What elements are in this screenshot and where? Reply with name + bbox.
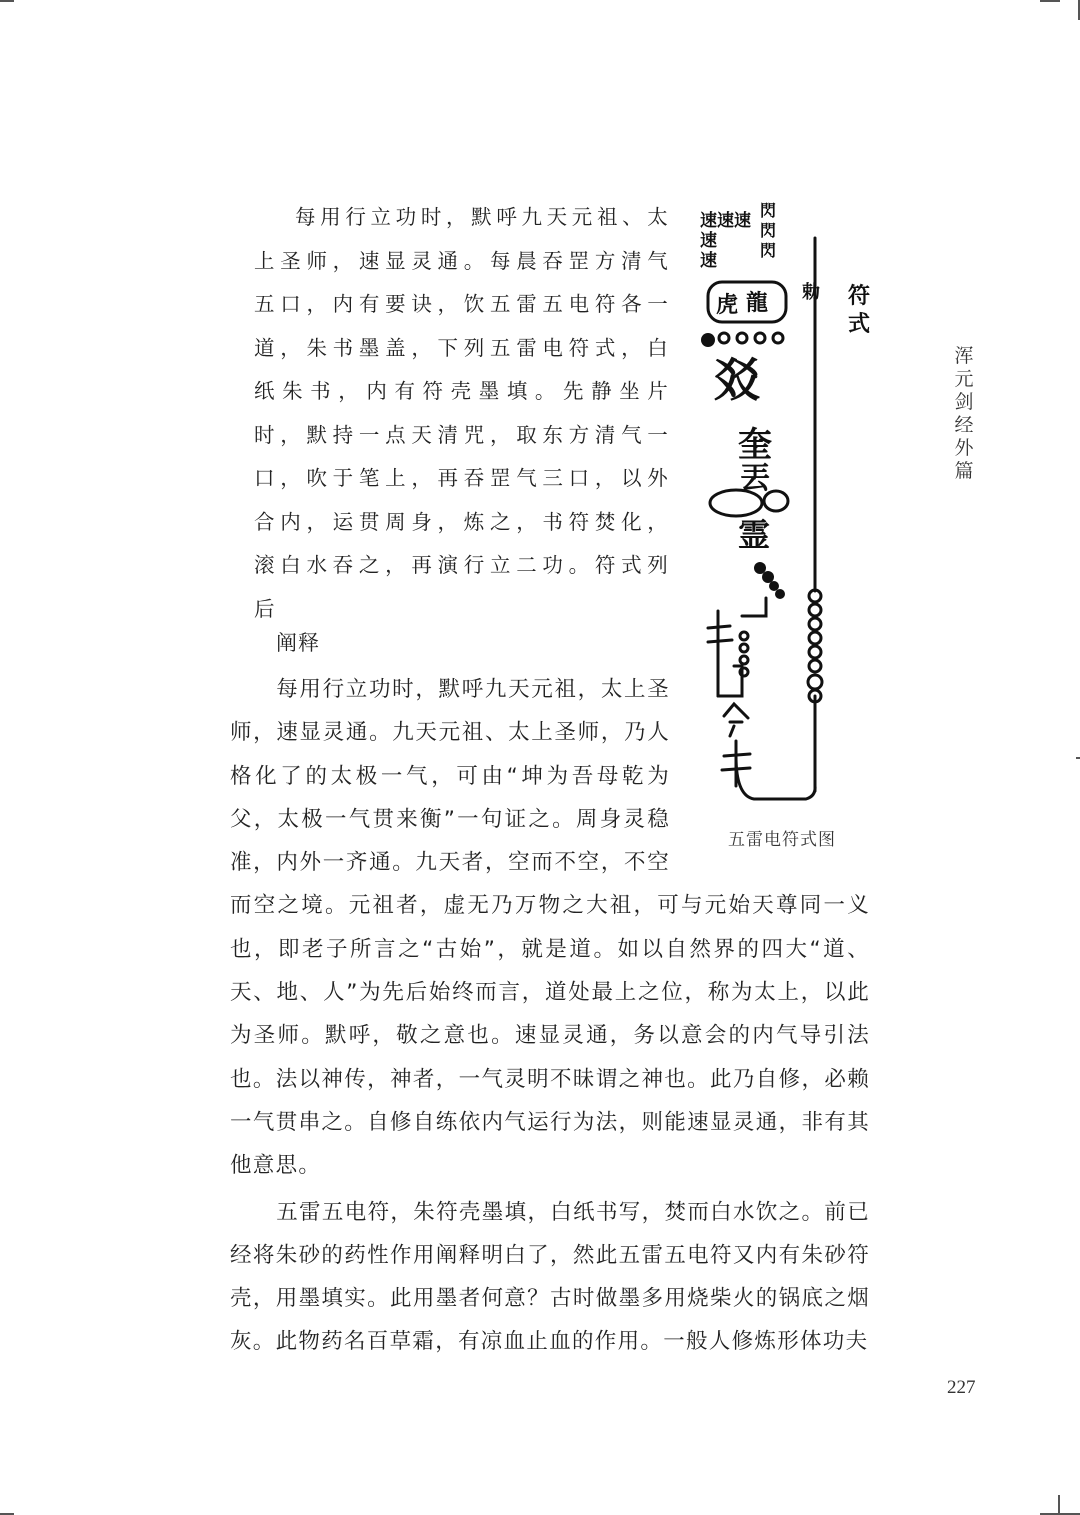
figure-float-space bbox=[670, 668, 870, 883]
running-title-char: 剑 bbox=[954, 391, 974, 413]
figure-side-label-char: 符 bbox=[847, 283, 870, 309]
commentary-body bbox=[230, 668, 870, 1364]
crop-mark-top-left bbox=[0, 0, 14, 2]
svg-text:虎: 虎 bbox=[716, 292, 739, 318]
figure-side-label-char: 式 bbox=[847, 311, 870, 337]
svg-text:速速速: 速速速 bbox=[700, 211, 751, 231]
commentary-paragraph: 每用行立功时，默呼九天元祖，太上圣师，速显灵通。九天元祖、太上圣师，乃人格化了的太极一气，可由“坤为吾母乾为父，太极一气贯来衡”一句证之。周身灵稳准，内外一齐通。九天者，空而不空，不空而空之境。元祖者，虚无乃万物之大祖，可与元始天尊同一义也，即老子所言之“古始”，就是道。如以自然界的四大“道、天、地、人”为先后始终而言，道处最上之位，称为太上，以此为圣师。默呼，敬之意也。速显灵通，务以意会的内气导引法也。法以神传，神者，一气灵明不昧谓之神也。此乃自修，必赖一气贯串之。自修自练依内气运行为法，则能速显灵通，非有其他意思。 bbox=[230, 677, 870, 1179]
svg-text:閃: 閃 bbox=[760, 221, 777, 240]
running-title-char: 经 bbox=[954, 414, 974, 436]
svg-text:龍: 龍 bbox=[746, 290, 769, 316]
svg-text:速: 速 bbox=[700, 251, 717, 271]
svg-text:勅: 勅 bbox=[802, 282, 820, 303]
running-title-char: 浑 bbox=[954, 345, 974, 367]
original-text-paragraph: 每用行立功时，默呼九天元祖、太上圣师，速显灵通。每晨吞罡方清气五口，内有要诀，饮五雷五电符各一道，朱书墨盖，下列五雷电符式，白纸朱书，内有符壳墨填。先静坐片时，默持一点天清咒，取东方清气一口，吹于笔上，再吞罡气三口，以外合内，运贯周身，炼之，书符焚化，滚白水吞之，再演行立二功。符式列后 bbox=[254, 205, 672, 621]
original-text-block bbox=[254, 196, 672, 631]
svg-text:奎: 奎 bbox=[738, 425, 772, 465]
commentary-paragraph: 五雷五电符，朱符壳墨填，白纸书写，焚而白水饮之。前已经将朱砂的药性作用阐释明白了，然此五雷五电符又内有朱砂符壳，用墨填实。此用墨者何意？古时做墨多用烧柴火的锅底之烟灰。此物药名百草霜，有凉血止血的作用。一般人修炼形体功夫 bbox=[230, 1199, 870, 1355]
figure-side-label bbox=[846, 282, 872, 338]
crop-mark-bottom-right bbox=[1058, 1495, 1060, 1515]
crop-mark-top-right bbox=[1040, 0, 1060, 2]
running-title-char: 元 bbox=[954, 368, 974, 390]
running-title bbox=[952, 345, 976, 483]
svg-text:霊: 霊 bbox=[738, 516, 771, 554]
running-title-char: 外 bbox=[954, 437, 974, 459]
svg-text:丟: 丟 bbox=[740, 461, 770, 496]
svg-text:閃: 閃 bbox=[760, 241, 777, 260]
page-number: 227 bbox=[947, 1377, 976, 1398]
figure-caption: 五雷电符式图 bbox=[728, 830, 836, 850]
section-heading: 阐释 bbox=[276, 631, 320, 655]
running-title-char: 篇 bbox=[954, 460, 974, 482]
registration-mark-right bbox=[1076, 757, 1080, 759]
svg-text:速: 速 bbox=[700, 231, 717, 251]
svg-text:閃: 閃 bbox=[760, 201, 777, 220]
svg-text:㸚: 㸚 bbox=[714, 353, 760, 407]
